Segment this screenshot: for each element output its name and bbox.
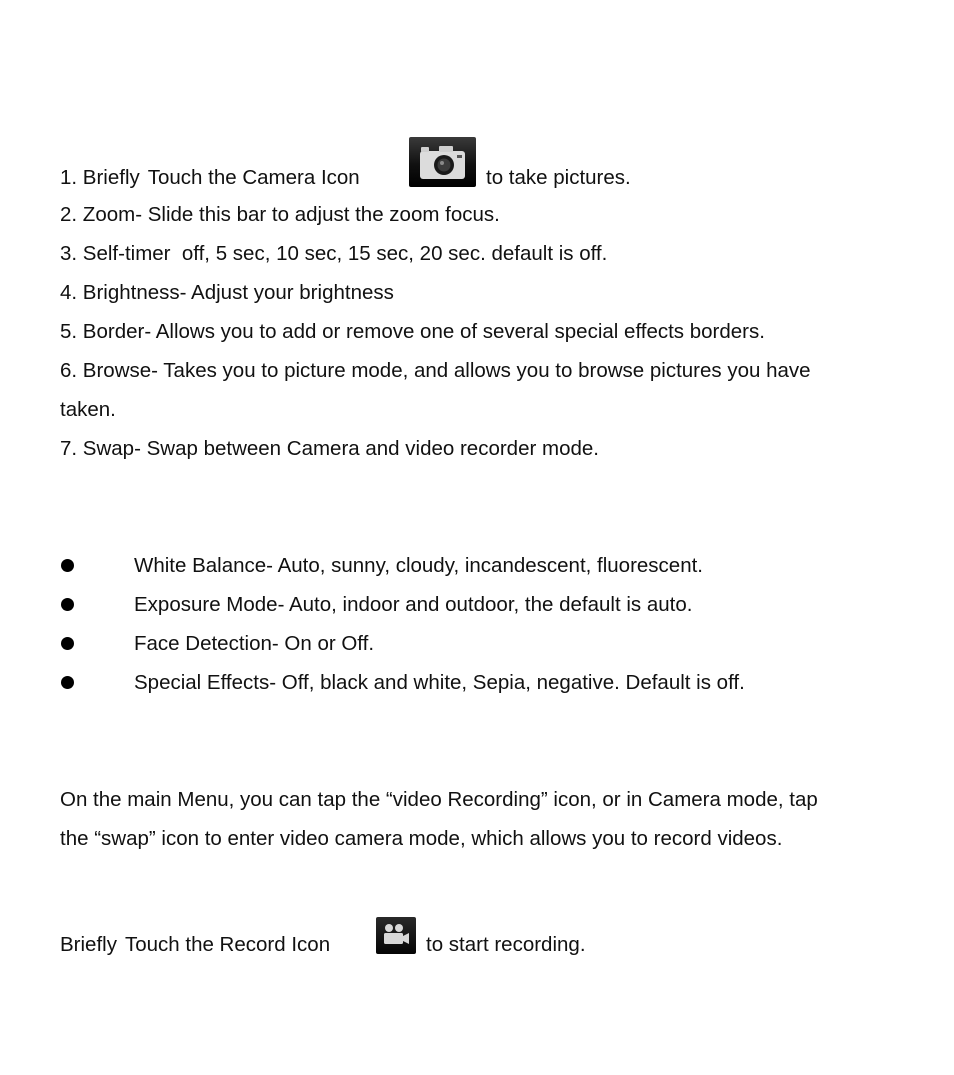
bullet-face-detection: Face Detection- On or Off.	[134, 632, 375, 655]
camera-icon	[409, 137, 476, 187]
camera-step-1	[60, 166, 360, 190]
camera-step-6-continued: taken.	[60, 398, 116, 421]
camera-step-7: 7. Swap- Swap between Camera and video recorder mode.	[60, 437, 599, 460]
camera-step-5: 5. Border- Allows you to add or remove one of several special effects borders.	[60, 320, 765, 343]
bullet-exposure-mode: Exposure Mode- Auto, indoor and outdoor, the default is auto.	[134, 593, 693, 616]
camera-step-1-suffix: to take pictures.	[486, 166, 631, 189]
video-camera-icon	[376, 917, 416, 954]
bullet-icon	[61, 559, 74, 572]
camera-step-2: 2. Zoom- Slide this bar to adjust the zoom focus.	[60, 203, 500, 226]
bullet-special-effects: Special Effects- Off, black and white, Sepia, negative. Default is off.	[134, 671, 745, 694]
camera-step-1-mid: Touch the Camera Icon	[147, 166, 360, 189]
record-step-prefix: Briefly	[60, 933, 117, 956]
camera-step-6: 6. Browse- Takes you to picture mode, and allows you to browse pictures you have	[60, 359, 811, 382]
bullet-icon	[61, 676, 74, 689]
bullet-white-balance: White Balance- Auto, sunny, cloudy, incandescent, fluorescent.	[134, 554, 704, 577]
record-step-mid: Touch the Record Icon	[124, 933, 331, 956]
camera-step-4: 4. Brightness- Adjust your brightness	[60, 281, 394, 304]
camera-step-3: 3. Self-timer off, 5 sec, 10 sec, 15 sec, 20 sec. default is off.	[60, 242, 608, 265]
camera-step-1-prefix: 1. Briefly	[60, 166, 140, 189]
video-intro-line-1: On the main Menu, you can tap the “video Recording” icon, or in Camera mode, tap	[60, 788, 818, 811]
bullet-icon	[61, 637, 74, 650]
bullet-icon	[61, 598, 74, 611]
record-step	[60, 933, 330, 957]
video-intro-line-2: the “swap” icon to enter video camera mode, which allows you to record videos.	[60, 827, 783, 850]
record-step-suffix: to start recording.	[426, 933, 586, 956]
